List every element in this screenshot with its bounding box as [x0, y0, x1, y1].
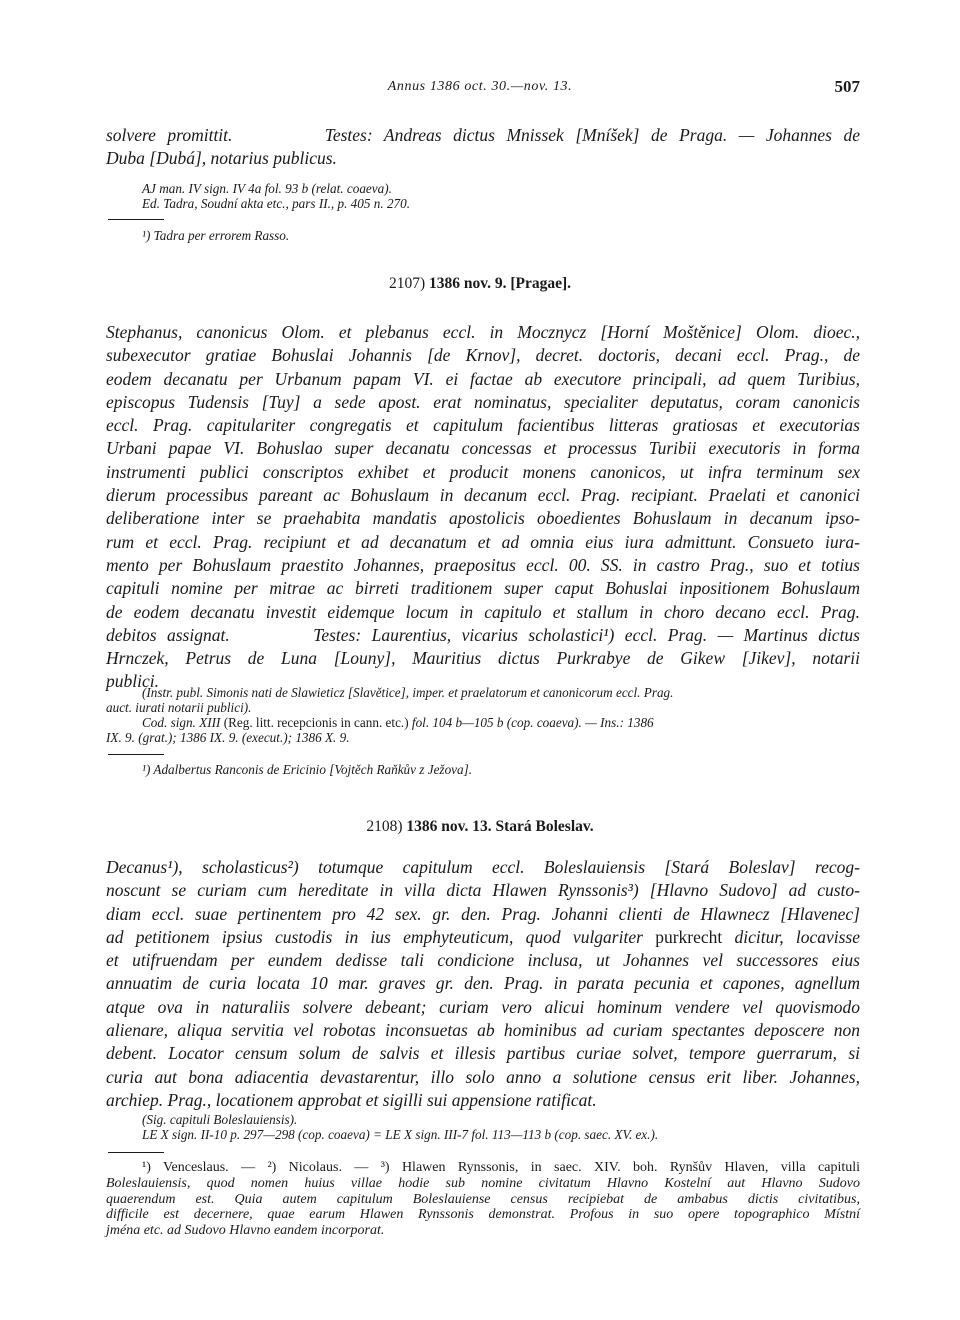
- entry-number: 2107): [388, 275, 426, 292]
- footnote-line-2: Boleslauiensis, quod nomen huius villae hodie sub nomine civitatum Hlavno Kostelní aut Hlavno Sudovo: [106, 1175, 860, 1191]
- entry-date: 1386 nov. 9. [Pragae].: [428, 275, 572, 292]
- entry-2107-line-3: eodem decanatu per Urbanum papam VI. ei factae ab executore principali, ad quem Turibius,: [106, 368, 860, 389]
- entry-2108-line-2: noscunt se curiam cum hereditate in villa dicta Hlawen Rynssonis³) [Hlavno Sudovo] ad custo-: [106, 880, 860, 901]
- entry-2108-line-4: ad petitionem ipsius custodis in ius emphyteuticum, quod vulgariter purkrecht dicitur, locavisse: [106, 926, 860, 947]
- footnote-rule: [108, 1152, 164, 1153]
- entry-2107-line-6: Urbani papae VI. Bohuslao super decanatu concessas et processus Turibii executoris in forma: [106, 438, 860, 459]
- source-line-1: (Instr. publ. Simonis nati de Slawieticz [Slavětice], imper. et praelatorum et canonicorum eccl. Prag.: [142, 685, 674, 700]
- entry-2108-line-8: alienare, aliqua servitia vel robotas inconsuetas ab hominibus ad curiam spectantes deposcere non: [106, 1020, 860, 1041]
- entry-2108-line-3: diam eccl. suae pertinentem pro 42 sex. gr. den. Prag. Johanni clienti de Hlawnecz [Hlavenec]: [106, 903, 860, 924]
- entry-2107-line-11: mento per Bohuslaum praestito Johannes, praepositus eccl. 00. SS. in castro Prag., suo et totius: [106, 554, 860, 575]
- entry-2108-line-5: et utifruendam per eundem dedisse tali condicione inclusa, ut Johannes vel successores eius: [106, 950, 860, 971]
- entry-2107-line-5: eccl. Prag. capitulariter congregatis et capitulum facientibus litteras gratiosas et executorias: [106, 415, 860, 436]
- entry-2108-footnotes: [106, 1160, 860, 1239]
- source-register: (Reg. litt. recepcionis in cann. etc.): [223, 715, 409, 730]
- entry-2107-heading: [0, 275, 960, 293]
- entry-2108-line-6: annuatim de curia locata 10 mar. graves gr. den. Prag. in parata pecunia et capones, agnellum: [106, 973, 860, 994]
- entry-2108-source: [106, 1112, 860, 1142]
- source-folio: fol. 104 b—105 b (cop. coaeva). — Ins.: 1386: [411, 715, 654, 730]
- entry-2107-line-7: instrumenti publici conscriptos exhibet et producit monens canonicos, ut infra terminum sex: [106, 461, 860, 482]
- entry-2108-line-11: archiep. Prag., locationem approbat et sigilli sui appensione ratificat.: [106, 1089, 597, 1110]
- prev-entry-footnote: [106, 228, 860, 243]
- entry-2108-text: [106, 856, 860, 1112]
- source-sign: Cod. sign.: [142, 715, 196, 730]
- entry-2108-line-1: Decanus¹), scholasticus²) totumque capitulum eccl. Boleslauiensis [Stará Boleslav] recog-: [106, 857, 860, 877]
- footnote-rule: [108, 219, 164, 220]
- entry-2108-line-9: debent. Locator censum solum de salvis et illesis partibus curiae solvet, tempore guerrarum, si: [106, 1043, 860, 1064]
- source-line-4: IX. 9. (grat.); 1386 IX. 9. (execut.); 1386 X. 9.: [106, 730, 350, 745]
- footnote-line: ¹) Tadra per errorem Rasso.: [142, 228, 290, 243]
- entry-2107-line-1: Stephanus, canonicus Olom. et plebanus eccl. in Mocznycz [Horní Moštěnice] Olom. dioec.,: [106, 322, 860, 342]
- entry-2108-line-10: curia aut bona adiacentia devastarentur, illo solo anno a solutione census erit liber. Johannes,: [106, 1066, 860, 1087]
- entry-2107-line-14: debitos assignat. Testes: Laurentius, vicarius scholastici¹) eccl. Prag. — Martinus dictus: [106, 624, 860, 645]
- footnote-rule: [108, 754, 164, 755]
- footnote-line-4: difficile est decernere, quae earum Hlawen Rynssonis demonstrat. Profous in suo opere topographico Místní: [106, 1207, 860, 1223]
- prev-entry-line-1: solvere promittit. Testes: Andreas dictus Mnissek [Mníšek] de Praga. — Johannes de: [106, 125, 860, 145]
- source-line-2: auct. iurati notarii publici).: [106, 700, 252, 715]
- entry-2107-line-15: Hrnczek, Petrus de Luna [Louny], Mauritius dictus Purkrabye de Gikew [Jikev], notarii: [106, 648, 860, 669]
- entry-2107-line-12: capituli nomine per mitrae ac birreti traditionem super caput Bohuslai inpositionem Bohuslaum: [106, 578, 860, 599]
- entry-2108-heading: [0, 818, 960, 836]
- entry-2107-line-4: episcopus Tudensis [Tuy] a sede apost. erat nominatus, specialiter deputatus, coram canonicis: [106, 391, 860, 412]
- prev-entry-source-line-1: AJ man. IV sign. IV 4a fol. 93 b (relat. coaeva).: [142, 181, 392, 196]
- entry-2108-line-7: atque ova in naturaliis solvere debeant; curiam vero alicui hominum vendere vel quovismodo: [106, 996, 860, 1017]
- entry-2107-line-10: rum et eccl. Prag. recipiunt et ad decanatum et ad omnia eius iura admittunt. Consueto iura-: [106, 531, 860, 552]
- prev-entry-line-2: Duba [Dubá], notarius publicus.: [106, 148, 337, 169]
- page-number: 507: [834, 77, 860, 96]
- source-line-1: (Sig. capituli Boleslauiensis).: [142, 1112, 298, 1127]
- entry-2107-text: [106, 321, 860, 694]
- footnote-line-3: quaerendum est. Quia autem capitulum Boleslauiense census recipiebat de ambabus dictis civitatibus,: [106, 1191, 860, 1207]
- entry-2107-line-16: publici.: [106, 671, 159, 692]
- entry-2107-line-8: dierum processibus pareant ac Bohuslaum in decanum eccl. Prag. recipiant. Praelati et canonici: [106, 485, 860, 506]
- entry-2107-line-13: de eodem decanatu investit eidemque locum in capitulo et stallum in choro decano eccl. Prag.: [106, 601, 860, 622]
- source-line-2: LE X sign. II-10 p. 297—298 (cop. coaeva) = LE X sign. III-7 fol. 113—113 b (cop. saec. XV. ex.).: [142, 1127, 659, 1142]
- source-line-3: [106, 715, 860, 730]
- entry-2107-line-9: deliberatione inter se praehabita mandatis apostolicis oboedientes Bohuslaum in decanum ipso-: [106, 508, 860, 529]
- footnote-line-5: jména etc. ad Sudovo Hlavno eandem incorporat.: [106, 1223, 385, 1239]
- entry-date: 1386 nov. 13. Stará Boleslav.: [406, 818, 594, 835]
- footnote-line: ¹) Adalbertus Ranconis de Ericinio [Vojtěch Raňkův z Ježova].: [142, 762, 473, 777]
- footnote-line-1: ¹) Venceslaus. — ²) Nicolaus. — ³) Hlawen Rynssonis, in saec. XIV. boh. Rynšův Hlaven, villa capituli: [142, 1160, 860, 1175]
- entry-2107-source: [106, 685, 860, 745]
- entry-number: 2108): [366, 818, 403, 835]
- source-sign-number: XIII: [199, 715, 221, 730]
- prev-entry-source: [106, 181, 860, 211]
- entry-2107-footnote: [106, 762, 860, 777]
- prev-entry-text: [106, 124, 860, 171]
- running-title: Annus 1386 oct. 30.—nov. 13.: [387, 79, 573, 94]
- entry-2107-line-2: subexecutor gratiae Bohuslai Johannis [de Krnov], decret. doctoris, decani eccl. Prag., de: [106, 345, 860, 366]
- prev-entry-source-line-2: Ed. Tadra, Soudní akta etc., pars II., p. 405 n. 270.: [142, 196, 411, 211]
